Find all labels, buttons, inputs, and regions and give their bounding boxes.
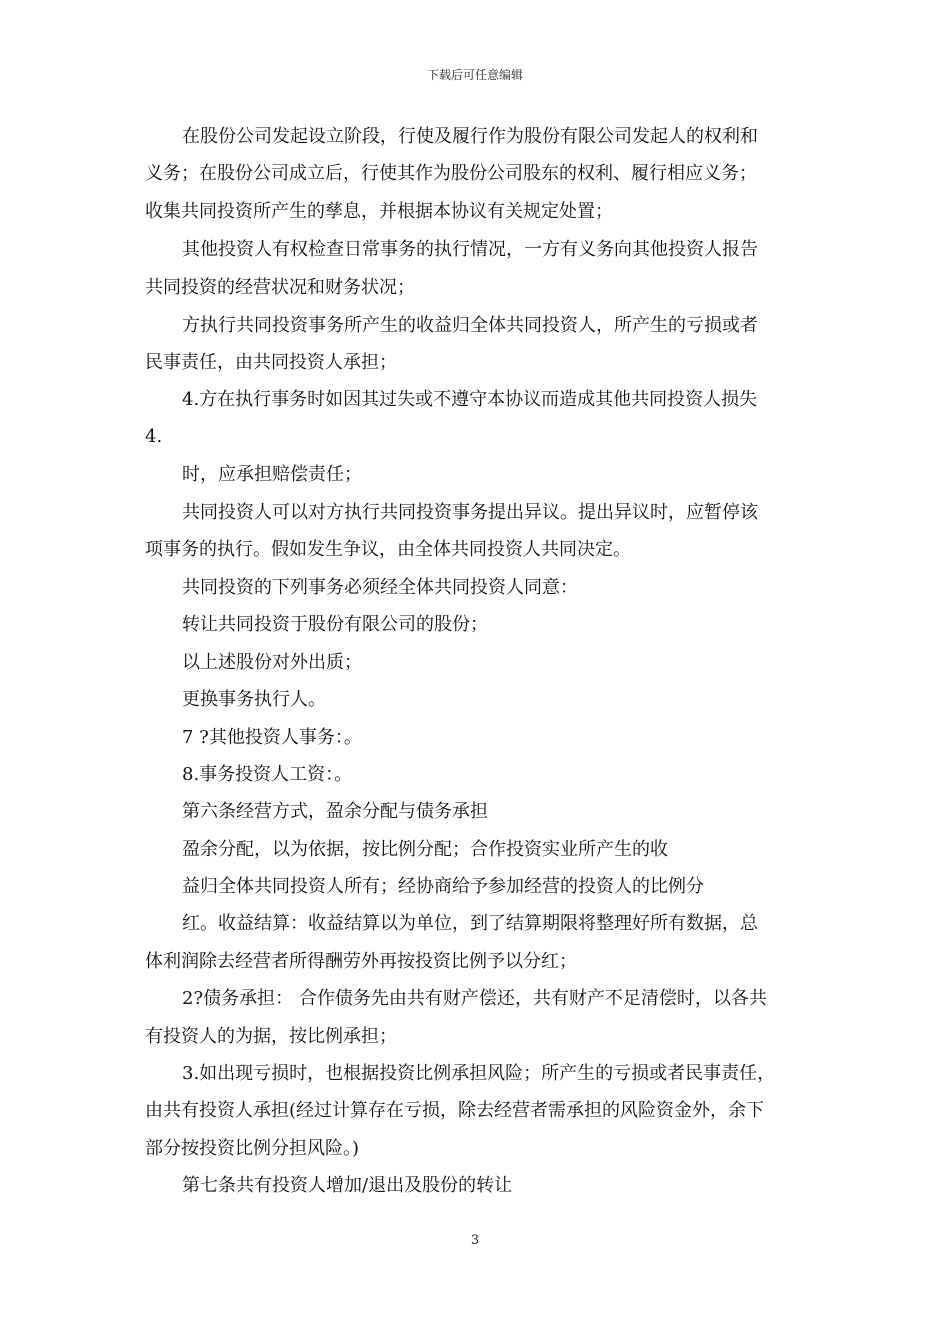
text-line: 民事责任，由共同投资人承担； — [145, 352, 397, 373]
page-number: 3 — [470, 1233, 480, 1248]
text-line: 共同投资的经营状况和财务状况； — [145, 277, 415, 298]
text-line: 方执行共同投资事务所产生的收益归全体共同投资人，所产生的亏损或者 — [182, 315, 758, 336]
section-heading: 第七条共有投资人增加/退出及股份的转让 — [182, 1175, 513, 1196]
text-line: 益归全体共同投资人所有；经协商给予参加经营的投资人的比例分 — [182, 876, 704, 897]
text-line: 体利润除去经营者所得酬劳外再按投资比例予以分红； — [145, 951, 577, 972]
text-line: 3.如出现亏损时，也根据投资比例承担风险；所产生的亏损或者民事责任， — [182, 1063, 776, 1084]
text-line: 8.事务投资人工资：。 — [182, 764, 353, 785]
text-line: 在股份公司发起设立阶段，行使及履行作为股份有限公司发起人的权利和 — [182, 126, 758, 147]
page-header: 下载后可任意编辑 — [426, 68, 523, 82]
text-line: 部分按投资比例分担风险。) — [145, 1138, 360, 1159]
text-line: 红。收益结算：收益结算以为单位，到了结算期限将整理好所有数据，总 — [182, 913, 758, 934]
text-line: 义务；在股份公司成立后，行使其作为股份公司股东的权利、履行相应义务； — [145, 163, 757, 184]
text-line: 由共有投资人承担(经过计算存在亏损，除去经营者需承担的风险资金外，余下 — [145, 1100, 765, 1121]
text-line: 4.方在执行事务时如因其过失或不遵守本协议而造成其他共同投资人损失 — [182, 389, 758, 410]
text-line: 更换事务执行人。 — [182, 689, 326, 710]
text-line: 共同投资人可以对方执行共同投资事务提出异议。提出异议时，应暂停该 — [182, 502, 758, 523]
text-line: 转让共同投资于股份有限公司的股份； — [182, 614, 488, 635]
text-line: 以上述股份对外出质； — [182, 652, 362, 673]
text-line: 有投资人的为据，按比例承担； — [145, 1026, 397, 1047]
text-line: 项事务的执行。假如发生争议，由全体共同投资人共同决定。 — [145, 539, 631, 560]
text-line: 2?债务承担： 合作债务先由共有财产偿还，共有财产不足清偿时，以各共 — [182, 988, 767, 1009]
text-line: 共同投资的下列事务必须经全体共同投资人同意： — [182, 577, 578, 598]
text-line: 4. — [145, 426, 163, 447]
section-heading: 第六条经营方式，盈余分配与债务承担 — [182, 801, 488, 822]
text-line: 7 ?其他投资人事务：。 — [182, 727, 362, 748]
text-line: 其他投资人有权检查日常事务的执行情况，一方有义务向其他投资人报告 — [182, 239, 758, 260]
text-line: 盈余分配，以为依据，按比例分配；合作投资实业所产生的收 — [182, 839, 668, 860]
text-line: 收集共同投资所产生的孳息，并根据本协议有关规定处置； — [145, 201, 613, 222]
text-line: 时，应承担赔偿责任； — [182, 464, 362, 485]
